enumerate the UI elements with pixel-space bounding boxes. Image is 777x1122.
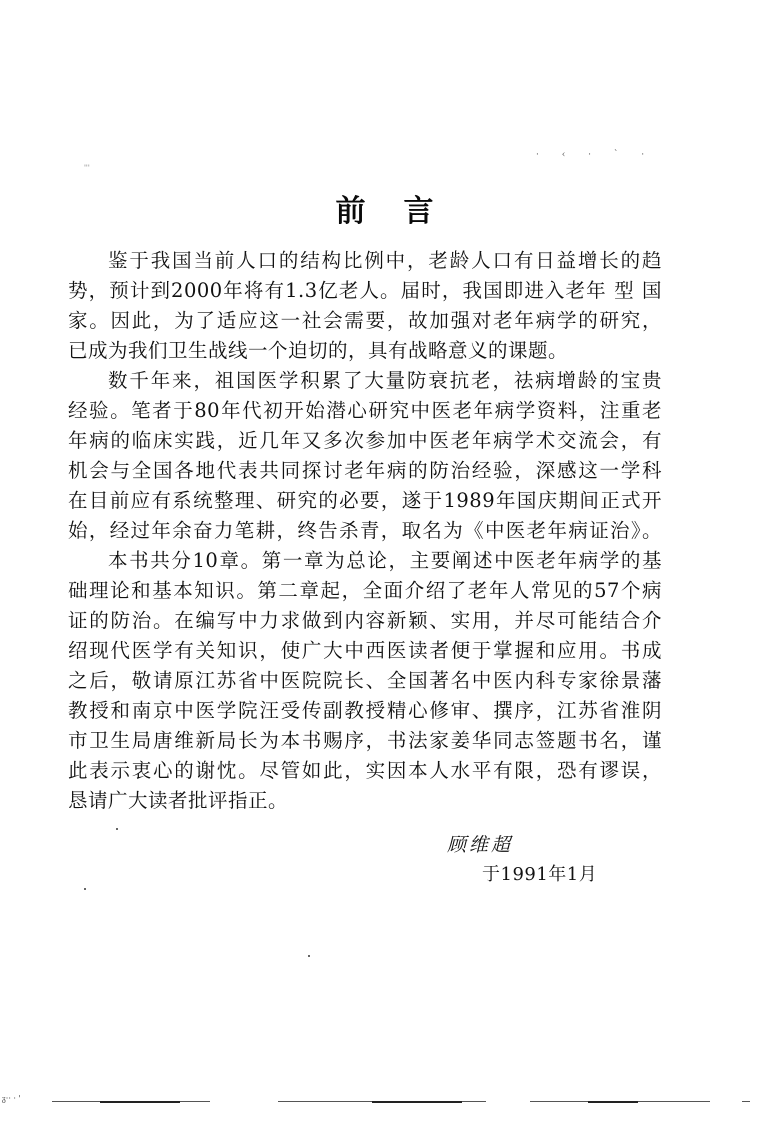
paragraph-1-line-1: 鉴于我国当前人口的结构比例中，老龄人口有日益增长的趋 (108, 249, 662, 272)
paragraph-2-line-6: 始，经过年余奋力笔耕，终告杀青，取名为《中医老年病证治》。 (68, 519, 662, 542)
scan-edge-marks: ᵹ·· · ' (2, 1094, 21, 1103)
paragraph-2-line-3: 年病的临床实践，近几年又多次参加中医老年病学术交流会，有 (68, 429, 662, 452)
scan-specks: · ‹ · ` · (536, 150, 655, 160)
paragraph-2-line-5: 在目前应有系统整理、研究的必要，遂于1989年国庆期间正式开 (68, 489, 662, 512)
scan-speck: ''' (84, 164, 90, 172)
scan-speck (116, 828, 118, 830)
scan-rule (742, 1101, 750, 1102)
paragraph-3-line-8: 此表示衷心的谢忱。尽管如此，实因本人水平有限，恐有谬误， (68, 759, 662, 782)
scan-speck (84, 888, 86, 890)
paragraph-3-line-3: 证的防治。在编写中力求做到内容新颖、实用，并尽可能结合介 (68, 609, 662, 632)
paragraph-3-line-9: 恳请广大读者批评指正。 (68, 789, 289, 812)
paragraph-3-line-1: 本书共分10章。第一章为总论，主要阐述中医老年病学的基 (108, 549, 662, 572)
paragraph-3-line-5: 之后，敬请原江苏省中医院院长、全国著名中医内科专家徐景藩 (68, 669, 662, 692)
paragraph-2-line-2: 经验。笔者于80年代初开始潜心研究中医老年病学资料，注重老 (68, 399, 662, 422)
paragraph-1-line-4: 已成为我们卫生战线一个迫切的，具有战略意义的课题。 (68, 339, 569, 362)
paragraph-3-line-2: 础理论和基本知识。第二章起，全面介绍了老年人常见的57个病 (68, 579, 662, 602)
paragraph-1-line-3: 家。因此，为了适应这一社会需要，故加强对老年病学的研究， (68, 309, 662, 332)
scan-rule (588, 1101, 638, 1103)
paragraph-3-line-6: 教授和南京中医学院汪受传副教授精心修审、撰序，江苏省淮阴 (68, 699, 662, 722)
paragraph-2-line-1: 数千年来，祖国医学积累了大量防衰抗老，祛病增龄的宝贵 (108, 369, 662, 392)
paragraph-3-line-4: 绍现代医学有关知识，使广大中西医读者便于掌握和应用。书成 (68, 639, 662, 662)
paragraph-1-line-2: 势，预计到2000年将有1.3亿老人。届时，我国即进入老年 型 国 (68, 279, 662, 302)
paragraph-2-line-4: 机会与全国各地代表共同探讨老年病的防治经验，深感这一学科 (68, 459, 662, 482)
paragraph-3-line-7: 市卫生局唐维新局长为本书赐序，书法家姜华同志签题书名，谨 (68, 729, 662, 752)
signature-date: 于1991年1月 (482, 864, 598, 885)
author-signature: 顾维超 (447, 834, 514, 856)
scan-rule (100, 1101, 180, 1103)
page-title: 前言 (335, 194, 472, 230)
preface-body (68, 246, 662, 816)
scan-speck (308, 955, 310, 957)
scan-rule (372, 1101, 462, 1103)
